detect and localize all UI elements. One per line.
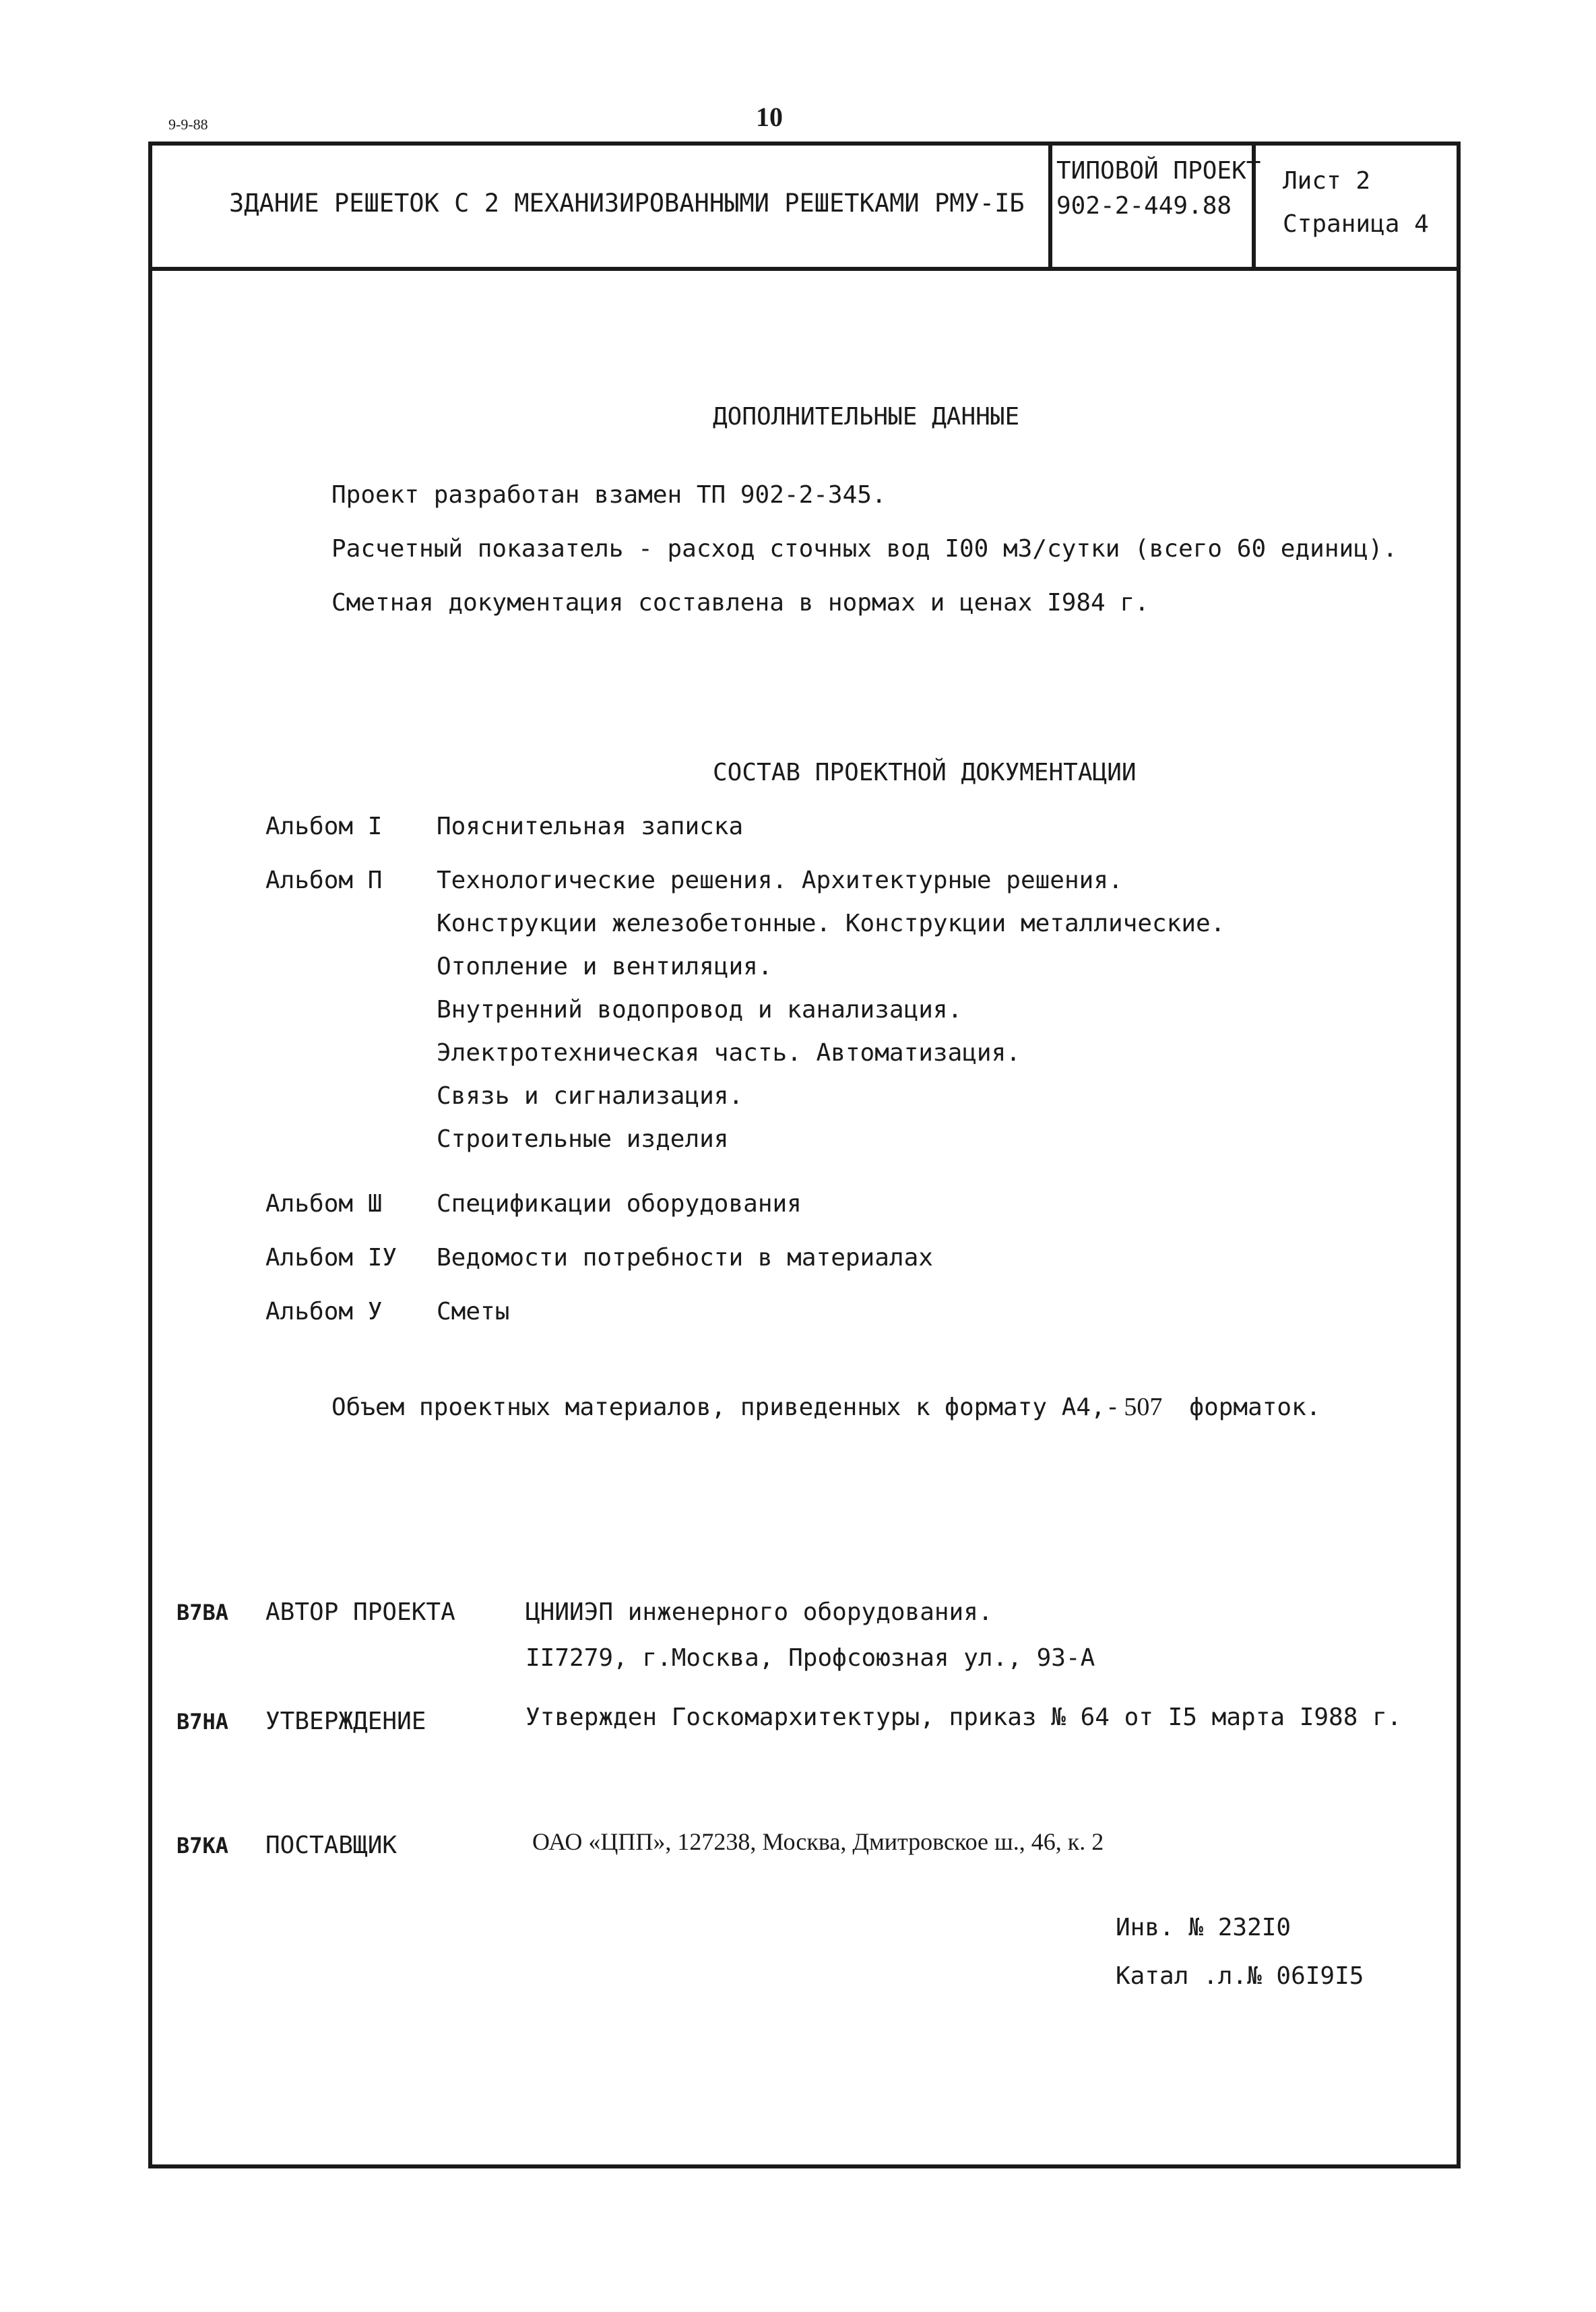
volume-statement [331, 1392, 1320, 1422]
album-item: Связь и сигнализация. [437, 1082, 744, 1110]
project-type-label: ТИПОВОЙ ПРОЕКТ [1056, 157, 1261, 185]
project-number: 902-2-449.88 [1056, 192, 1232, 220]
title-block-divider [148, 267, 1461, 271]
author-code: В7ВА [177, 1600, 229, 1625]
album-item: Сметы [437, 1298, 510, 1325]
album-label: Альбом Ш [265, 1190, 383, 1218]
page-number: 10 [756, 102, 783, 132]
supplier-label: ПОСТАВЩИК [265, 1832, 397, 1859]
author-address: II7279, г.Москва, Профсоюзная ул., 93-А [525, 1644, 1095, 1672]
album-item: Электротехническая часть. Автоматизация. [437, 1039, 1021, 1067]
approval-label: УТВЕРЖДЕНИЕ [265, 1708, 426, 1735]
page-code: 9-9-88 [168, 116, 208, 133]
album-label: Альбом У [265, 1298, 383, 1325]
album-item: Пояснительная записка [437, 813, 744, 840]
album-item: Строительные изделия [437, 1125, 729, 1153]
composition-heading: СОСТАВ ПРОЕКТНОЙ ДОКУМЕНТАЦИИ [713, 759, 1137, 786]
title-block-separator-1 [1048, 142, 1052, 271]
sheet-number: Лист 2 [1283, 167, 1371, 195]
author-organization: ЦНИИЭП инженерного оборудования. [525, 1598, 993, 1626]
album-item: Ведомости потребности в материалах [437, 1244, 933, 1272]
supplier-code: В7КА [177, 1833, 229, 1858]
additional-line: Расчетный показатель - расход сточных вод I00 м3/сутки (всего 60 единиц). [331, 535, 1398, 563]
approval-code: В7НА [177, 1709, 229, 1735]
album-item: Отопление и вентиляция. [437, 953, 773, 980]
album-item: Конструкции железобетонные. Конструкции металлические. [437, 910, 1225, 937]
approval-text: Утвержден Госкомархитектуры, приказ № 64 от I5 марта I988 г. [525, 1704, 1402, 1731]
volume-count: 507 [1124, 1393, 1163, 1421]
page-label: Страница 4 [1283, 210, 1429, 238]
author-label: АВТОР ПРОЕКТА [265, 1598, 455, 1626]
supplier-text: ОАО «ЦПП», 127238, Москва, Дмитровское ш., 46, к. 2 [532, 1828, 1104, 1855]
volume-unit: форматок. [1189, 1394, 1321, 1421]
album-item: Технологические решения. Архитектурные решения. [437, 867, 1123, 894]
inventory-number: Инв. № 232I0 [1116, 1914, 1291, 1941]
additional-line: Проект разработан взамен ТП 902-2-345. [331, 481, 887, 509]
album-item: Внутренний водопровод и канализация. [437, 996, 963, 1024]
volume-text: Объем проектных материалов, приведенных к формату А4,- [331, 1394, 1120, 1421]
album-label: Альбом IУ [265, 1244, 397, 1272]
album-label: Альбом П [265, 867, 383, 894]
document-title: ЗДАНИЕ РЕШЕТОК С 2 МЕХАНИЗИРОВАННЫМИ РЕШЕТКАМИ РМУ-IБ [229, 189, 1025, 218]
additional-line: Сметная документация составлена в нормах и ценах I984 г. [331, 589, 1149, 617]
album-item: Спецификации оборудования [437, 1190, 802, 1218]
page-frame [148, 142, 1461, 2168]
catalog-number: Катал .л.№ 06I9I5 [1116, 1962, 1364, 1990]
album-label: Альбом I [265, 813, 383, 840]
additional-data-heading: ДОПОЛНИТЕЛЬНЫЕ ДАННЫЕ [713, 403, 1020, 431]
